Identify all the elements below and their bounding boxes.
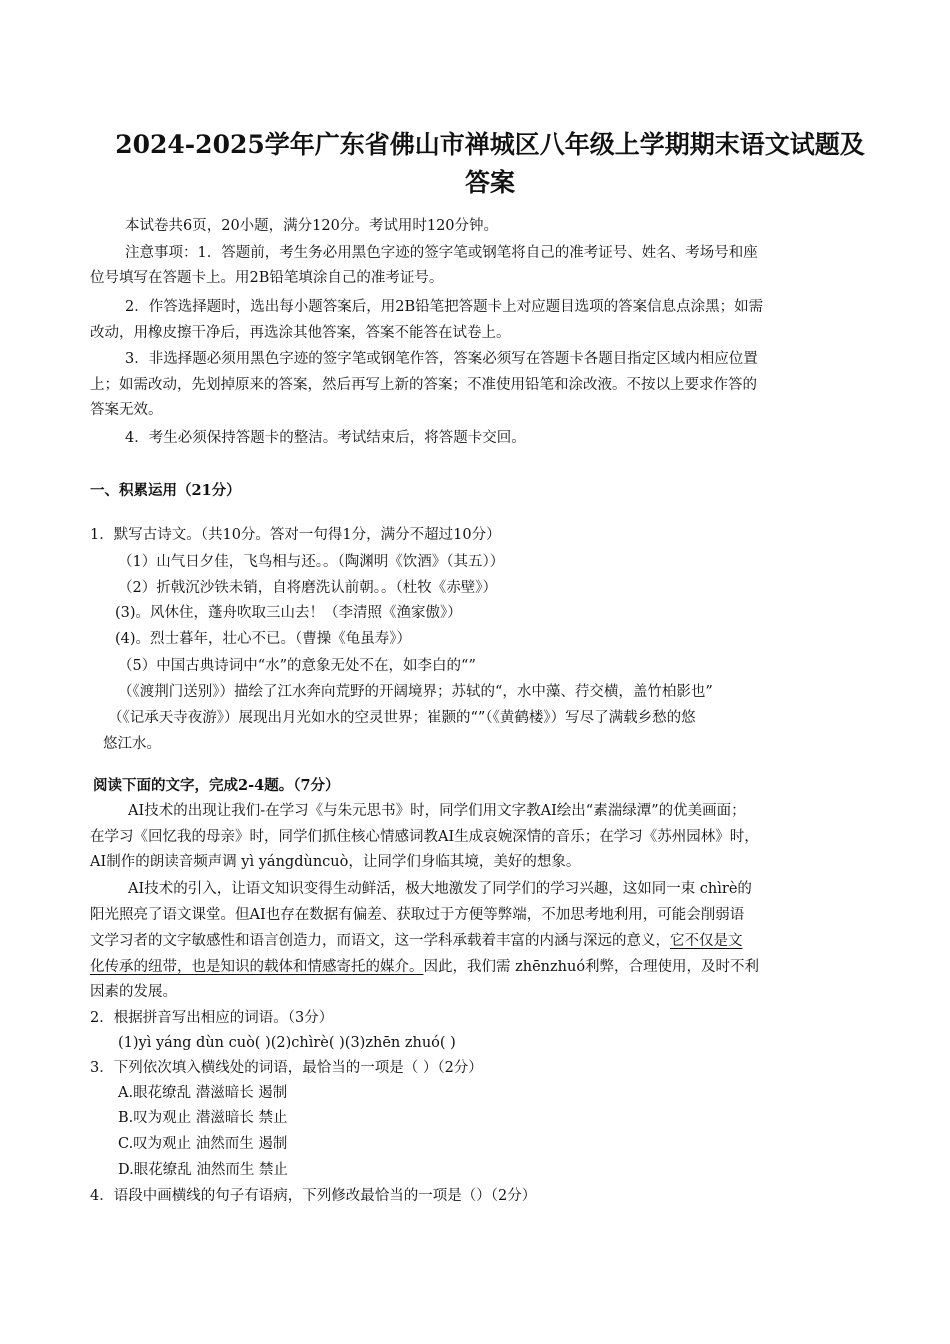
question-1-item-5-line-4: 悠江水。: [103, 736, 161, 752]
question-1-item-2: （2）折戟沉沙铁未销，自将磨洗认前朝。。（杜牧《赤壁》）: [118, 580, 497, 596]
passage-p2-line-1: AI技术的引入，让语文知识变得生动鲜活，极大地激发了同学们的学习兴趣，这如同一束 chìrè的: [128, 881, 752, 897]
question-1-item-1: （1）山气日夕佳，飞鸟相与还。。（陶渊明《饮酒》（其五））: [118, 554, 505, 570]
question-3: 3．下列依次填入横线处的词语，最恰当的一项是（ ）（2分）: [90, 1060, 483, 1076]
instruction-3-line-2: 上；如需改动，先划掉原来的答案，然后再写上新的答案；不准使用铅笔和涂改液。不按以上要求作答的: [90, 377, 757, 393]
question-1-item-5-line-1: （5）中国古典诗词中“水”的意象无处不在，如李白的“”: [118, 658, 476, 674]
underlined-sentence-part-2: 化传承的纽带，也是知识的载体和情感寄托的媒介。: [90, 959, 424, 975]
passage-p2-line-2: 阳光照亮了语文课堂。但AI也存在数据有偏差、获取过于方便等弊端，不加思考地利用，可能会削弱语: [90, 907, 745, 923]
underlined-sentence-part-1: 它不仅是文: [670, 933, 743, 949]
question-2-items: (1)yì yáng dùn cuò( )(2)chìrè( )(3)zhēn zhuó( ): [118, 1035, 456, 1051]
question-1-item-4: (4)。烈士暮年，壮心不已。（曹操《龟虽寿》）: [115, 631, 412, 647]
passage-p2-line-4-text: 因此，我们需 zhēnzhuó利弊，合理使用，及时不利: [423, 959, 760, 975]
question-1: 1．默写古诗文。（共10分。答对一句得1分，满分不超过10分）: [90, 527, 501, 543]
instruction-3-line-3: 答案无效。: [90, 402, 163, 418]
instruction-3-line-1: 3．非选择题必须用黑色字迹的签字笔或钢笔作答，答案必须写在答题卡各题目指定区域内相应位置: [125, 351, 758, 367]
passage-p1-line-2: 在学习《回忆我的母亲》时，同学们抓住核心情感词教AI生成哀婉深情的音乐；在学习《苏州园林》时，: [90, 829, 759, 845]
question-1-item-3: (3)。风休住，蓬舟吹取三山去！（李清照《渔家傲》）: [115, 605, 462, 621]
instruction-1-line-1: 注意事项：1．答题前，考生务必用黑色字迹的签字笔或钢笔将自己的准考证号、姓名、考场号和座: [125, 245, 758, 261]
question-2: 2．根据拼音写出相应的词语。（3分）: [90, 1010, 334, 1026]
instruction-2-line-1: 2．作答选择题时，选出每小题答案后，用2B铅笔把答题卡上对应题目选项的答案信息点涂黑；如需: [125, 299, 764, 315]
document-title: [90, 126, 890, 202]
passage-p2-line-4: [90, 957, 759, 977]
title-line-1: 2024-2025学年广东省佛山市禅城区八年级上学期期末语文试题及: [115, 130, 865, 159]
instruction-2-line-2: 改动，用橡皮擦干净后，再选涂其他答案，答案不能答在试卷上。: [90, 325, 511, 341]
instruction-1-line-2: 位号填写在答题卡上。用2B铅笔填涂自己的准考证号。: [90, 270, 444, 286]
passage-p1-line-1: AI技术的出现让我们-在学习《与朱元思书》时，同学们用文字教AI绘出“素湍绿潭”的优美画面；: [128, 803, 746, 819]
question-3-option-d: D.眼花缭乱 油然而生 禁止: [118, 1162, 288, 1178]
instruction-4: 4．考生必须保持答题卡的整洁。考试结束后，将答题卡交回。: [125, 430, 526, 446]
question-4: 4．语段中画横线的句子有语病，下列修改最恰当的一项是（）（2分）: [90, 1188, 537, 1204]
passage-p2-line-3: [90, 931, 743, 951]
question-1-item-5-line-3: （《记承天寺夜游》）展现出月光如水的空灵世界；崔颢的“”（《黄鹤楼》）写尽了满载乡愁的悠: [108, 710, 696, 726]
question-3-option-a: A.眼花缭乱 潜滋暗长 遏制: [118, 1085, 288, 1101]
passage-p1-line-3: AI制作的朗读音频声调 yì yángdùncuò，让同学们身临其境，美好的想象。: [90, 854, 581, 870]
passage-p2-line-5: 因素的发展。: [90, 984, 177, 1000]
reading-heading: 阅读下面的文字，完成2-4题。（7分）: [93, 777, 340, 794]
section-1-heading: 一、积累运用（21分）: [90, 482, 241, 499]
question-3-option-c: C.叹为观止 油然而生 遏制: [118, 1136, 288, 1152]
exam-summary: 本试卷共6页，20小题，满分120分。考试用时120分钟。: [125, 218, 499, 234]
question-1-item-5-line-2: （《渡荆门送别》）描绘了江水奔向荒野的开阔境界；苏轼的“，水中藻、荇交横，盖竹柏影也”: [118, 684, 713, 700]
title-line-2: 答案: [464, 168, 515, 197]
passage-p2-line-3-text: 文学习者的文字敏感性和语言创造力，而语文，这一学科承载着丰富的内涵与深远的意义，: [90, 933, 670, 949]
question-3-option-b: B.叹为观止 潜滋暗长 禁止: [118, 1110, 288, 1126]
